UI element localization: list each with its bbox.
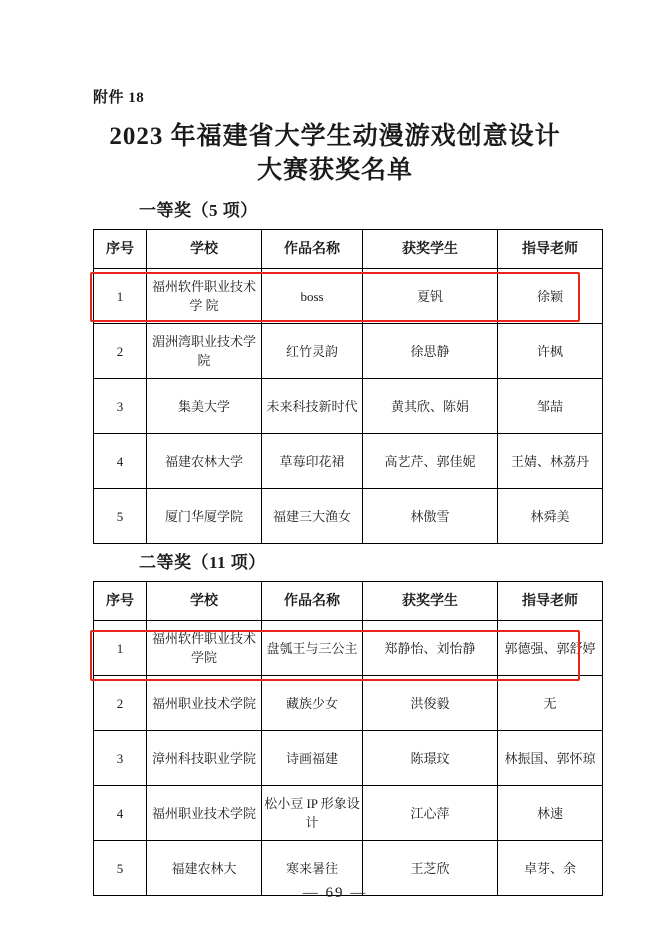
cell-students: 黄其欣、陈娟	[363, 379, 498, 434]
cell-school: 福州软件职业技术学 院	[147, 269, 262, 324]
cell-school: 厦门华厦学院	[147, 489, 262, 544]
cell-work: 盘瓠王与三公主	[262, 621, 363, 676]
table-header-row	[94, 230, 603, 269]
cell-school: 福建农林大	[147, 841, 262, 896]
column-header-teacher: 指导老师	[498, 230, 603, 269]
cell-work: 福建三大渔女	[262, 489, 363, 544]
section-second-prize	[93, 548, 596, 896]
title-line-1: 2023 年福建省大学生动漫游戏创意设计	[109, 123, 561, 150]
section-first-prize	[93, 196, 589, 544]
column-header-no: 序号	[94, 582, 147, 621]
column-header-school: 学校	[147, 582, 262, 621]
table-row	[94, 621, 603, 676]
cell-work: 未来科技新时代	[262, 379, 363, 434]
cell-students: 陈璟玟	[363, 731, 498, 786]
column-header-no: 序号	[94, 230, 147, 269]
column-header-work: 作品名称	[262, 230, 363, 269]
cell-teachers: 林振国、郭怀琼	[498, 731, 603, 786]
section-heading-second-prize: 二等奖（11 项）	[139, 553, 266, 572]
cell-students: 徐思静	[363, 324, 498, 379]
section-heading-first-prize: 一等奖（5 项）	[139, 201, 258, 220]
cell-work: 草莓印花裙	[262, 434, 363, 489]
cell-teachers: 郭德强、郭舒婷	[498, 621, 603, 676]
cell-teachers: 林舜美	[498, 489, 603, 544]
cell-no: 4	[94, 434, 147, 489]
title-line-2: 大赛获奖名单	[256, 157, 413, 184]
cell-students: 江心萍	[363, 786, 498, 841]
cell-school: 福州软件职业技术学院	[147, 621, 262, 676]
cell-teachers: 王婧、林荔丹	[498, 434, 603, 489]
cell-no: 1	[94, 621, 147, 676]
cell-work: 藏族少女	[262, 676, 363, 731]
page-number: — 69 —	[302, 885, 368, 901]
cell-students: 王芝欣	[363, 841, 498, 896]
column-header-work: 作品名称	[262, 582, 363, 621]
award-table-second-prize	[93, 581, 603, 896]
cell-work: 红竹灵韵	[262, 324, 363, 379]
table-row	[94, 434, 603, 489]
column-header-student: 获奖学生	[363, 230, 498, 269]
table-row	[94, 379, 603, 434]
cell-teachers: 林速	[498, 786, 603, 841]
cell-students: 洪俊毅	[363, 676, 498, 731]
cell-work: 松小豆 IP 形象设计	[262, 786, 363, 841]
attachment-label: 附件 18	[93, 90, 145, 106]
column-header-school: 学校	[147, 230, 262, 269]
cell-no: 5	[94, 841, 147, 896]
cell-school: 集美大学	[147, 379, 262, 434]
cell-work: 寒来暑往	[262, 841, 363, 896]
table-header-row	[94, 582, 603, 621]
table-row	[94, 786, 603, 841]
cell-students: 林傲雪	[363, 489, 498, 544]
cell-teachers: 邹喆	[498, 379, 603, 434]
cell-school: 漳州科技职业学院	[147, 731, 262, 786]
cell-school: 福州职业技术学院	[147, 676, 262, 731]
cell-school: 福建农林大学	[147, 434, 262, 489]
table-row	[94, 324, 603, 379]
cell-teachers: 许枫	[498, 324, 603, 379]
cell-teachers: 徐颖	[498, 269, 603, 324]
cell-no: 2	[94, 324, 147, 379]
cell-school: 湄洲湾职业技术学院	[147, 324, 262, 379]
award-table-first-prize	[93, 229, 603, 544]
cell-no: 5	[94, 489, 147, 544]
page-title	[0, 120, 670, 188]
cell-no: 1	[94, 269, 147, 324]
table-row	[94, 676, 603, 731]
cell-teachers: 卓芽、余	[498, 841, 603, 896]
cell-students: 高艺芹、郭佳妮	[363, 434, 498, 489]
column-header-teacher: 指导老师	[498, 582, 603, 621]
cell-work: boss	[262, 269, 363, 324]
cell-work: 诗画福建	[262, 731, 363, 786]
cell-no: 2	[94, 676, 147, 731]
cell-no: 3	[94, 379, 147, 434]
column-header-student: 获奖学生	[363, 582, 498, 621]
cell-students: 郑静怡、刘怡静	[363, 621, 498, 676]
cell-no: 3	[94, 731, 147, 786]
cell-teachers: 无	[498, 676, 603, 731]
cell-students: 夏钒	[363, 269, 498, 324]
table-row	[94, 269, 603, 324]
table-row	[94, 489, 603, 544]
table-row	[94, 731, 603, 786]
cell-school: 福州职业技术学院	[147, 786, 262, 841]
cell-no: 4	[94, 786, 147, 841]
